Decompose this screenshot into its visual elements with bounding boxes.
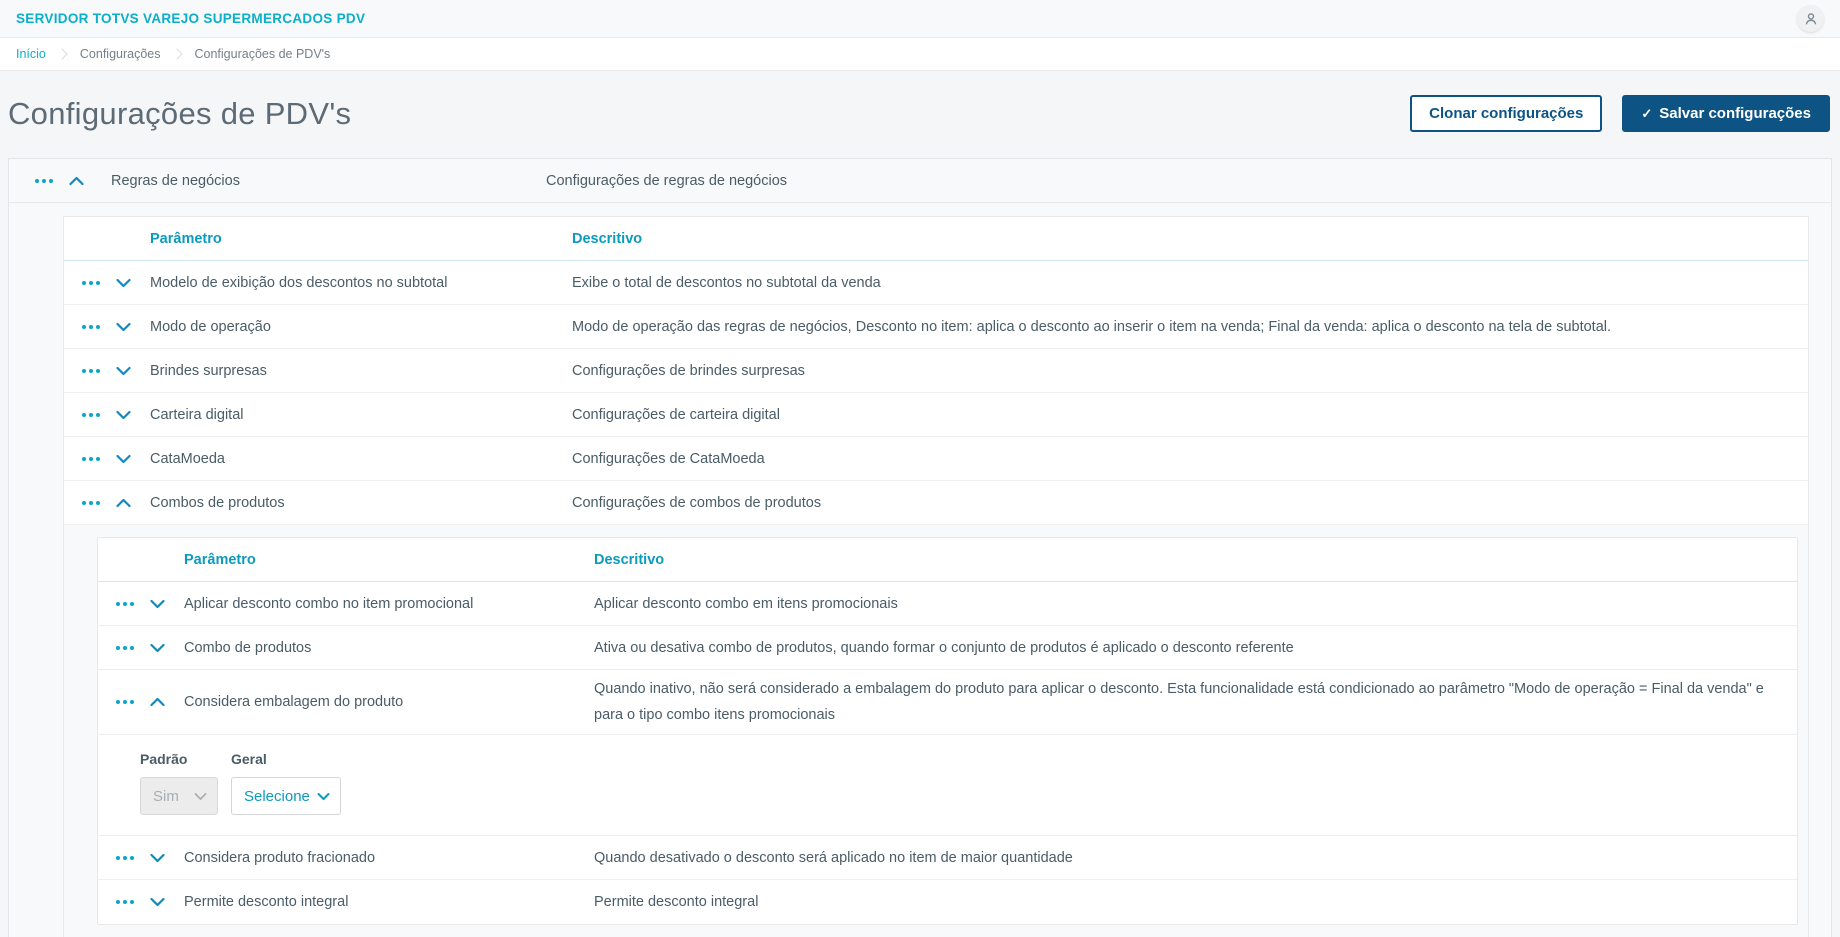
param-cell: Considera embalagem do produto <box>184 694 404 710</box>
clone-button-label: Clonar configurações <box>1429 105 1584 122</box>
breadcrumb-separator-icon <box>56 48 67 59</box>
page-title: Configurações de PDV's <box>8 95 352 131</box>
chevron-down-icon <box>317 792 330 801</box>
row-actions-button[interactable] <box>114 696 148 708</box>
table-row-modelo-exibicao <box>64 261 1808 305</box>
param-cell: Combo de produtos <box>184 639 312 656</box>
padrao-select-value: Sim <box>153 787 179 805</box>
server-title: SERVIDOR TOTVS VAREJO SUPERMERCADOS PDV <box>16 11 366 26</box>
table-row-catamoeda <box>64 437 1808 481</box>
table-row-permite-desconto-integral <box>98 880 1797 924</box>
column-header-descritivo[interactable]: Descritivo <box>572 230 643 247</box>
rules-table-header <box>64 217 1808 261</box>
breadcrumb <box>0 37 1840 71</box>
row-actions-button[interactable] <box>80 365 114 377</box>
row-actions-button[interactable] <box>80 321 114 333</box>
desc-cell: Modo de operação das regras de negócios, Desconto no item: aplica o desconto ao inserir o item na venda; Final da venda: aplica o desconto na tela de subtotal. <box>572 318 1612 335</box>
param-cell: Brindes surpresas <box>150 362 267 379</box>
chevron-down-icon <box>116 322 131 332</box>
expand-button[interactable] <box>148 895 184 909</box>
desc-cell: Quando desativado o desconto será aplicado no item de maior quantidade <box>594 849 1073 866</box>
chevron-down-icon <box>150 643 165 653</box>
table-row-brindes-surpresas <box>64 349 1808 393</box>
group-row-regras-de-negocios <box>9 159 1831 203</box>
clone-configurations-button[interactable] <box>1410 95 1602 132</box>
param-cell: Aplicar desconto combo no item promocional <box>184 595 474 612</box>
column-header-descritivo[interactable]: Descritivo <box>594 551 665 568</box>
field-label-geral: Geral <box>231 751 267 767</box>
param-cell: Combos de produtos <box>150 494 285 511</box>
row-actions-button[interactable] <box>33 175 67 187</box>
chevron-up-icon <box>116 498 131 508</box>
row-actions-button[interactable] <box>80 497 114 509</box>
collapse-button[interactable] <box>67 174 111 188</box>
desc-cell: Exibe o total de descontos no subtotal da venda <box>572 274 881 291</box>
param-cell: Considera produto fracionado <box>184 849 376 866</box>
expand-button[interactable] <box>114 364 150 378</box>
table-row-carteira-digital <box>64 393 1808 437</box>
table-row-considera-produto-fracionado <box>98 836 1797 880</box>
padrao-select <box>140 777 218 815</box>
desc-cell: Configurações de carteira digital <box>572 406 780 423</box>
field-padrao <box>140 751 218 815</box>
chevron-down-icon <box>150 897 165 907</box>
collapse-button[interactable] <box>148 695 184 709</box>
page-header <box>0 71 1840 158</box>
chevron-down-icon <box>116 278 131 288</box>
desc-cell: Configurações de combos de produtos <box>572 494 822 511</box>
group-name: Regras de negócios <box>111 172 240 189</box>
combos-expanded-area <box>64 525 1808 937</box>
param-cell: Permite desconto integral <box>184 894 349 910</box>
group-description: Configurações de regras de negócios <box>546 172 788 189</box>
param-cell: Modelo de exibição dos descontos no subtotal <box>150 274 448 291</box>
expand-button[interactable] <box>114 276 150 290</box>
expand-button[interactable] <box>114 320 150 334</box>
desc-cell: Permite desconto integral <box>594 894 759 910</box>
expand-button[interactable] <box>148 851 184 865</box>
chevron-down-icon <box>116 454 131 464</box>
combos-table-header <box>98 538 1797 582</box>
desc-cell: Quando inativo, não será considerado a embalagem do produto para aplicar o desconto. Esta funcionalidade está condicionado ao parâmetro "Modo de operação = Final da venda" e para o tipo combo itens promocionais <box>594 681 1764 723</box>
configurations-container <box>8 158 1832 937</box>
breadcrumb-item-configuracoes-pdv: Configurações de PDV's <box>194 47 331 61</box>
chevron-down-icon <box>194 792 207 801</box>
breadcrumb-item-configuracoes[interactable]: Configurações <box>79 47 161 61</box>
geral-select-value: Selecione <box>244 787 310 805</box>
row-actions-button[interactable] <box>114 642 148 654</box>
table-row-combos-de-produtos <box>64 481 1808 525</box>
breadcrumb-separator-icon <box>171 48 182 59</box>
considera-embalagem-detail-panel <box>98 735 1797 836</box>
breadcrumb-item-inicio[interactable]: Início <box>16 47 46 61</box>
page-actions <box>1410 95 1830 132</box>
param-cell: CataMoeda <box>150 450 225 467</box>
expand-button[interactable] <box>114 408 150 422</box>
desc-cell: Configurações de CataMoeda <box>572 450 765 467</box>
field-geral <box>231 751 341 815</box>
row-actions-button[interactable] <box>114 896 148 908</box>
row-actions-button[interactable] <box>80 277 114 289</box>
expand-button[interactable] <box>114 452 150 466</box>
chevron-up-icon <box>69 176 84 186</box>
field-label-padrao: Padrão <box>140 751 188 767</box>
chevron-down-icon <box>116 410 131 420</box>
desc-cell: Ativa ou desativa combo de produtos, quando formar o conjunto de produtos é aplicado o desconto referente <box>594 639 1294 656</box>
table-row-aplicar-desconto-combo <box>98 582 1797 626</box>
desc-cell: Aplicar desconto combo em itens promocionais <box>594 595 898 612</box>
row-actions-button[interactable] <box>80 409 114 421</box>
table-row-considera-embalagem <box>98 670 1797 735</box>
user-avatar[interactable] <box>1797 5 1824 32</box>
table-row-combo-de-produtos <box>98 626 1797 670</box>
row-actions-button[interactable] <box>114 598 148 610</box>
desc-cell: Configurações de brindes surpresas <box>572 362 805 379</box>
save-configurations-button[interactable] <box>1622 95 1830 132</box>
rules-table <box>63 216 1809 937</box>
combos-table <box>97 537 1798 925</box>
save-button-label: Salvar configurações <box>1659 105 1811 122</box>
top-bar <box>0 0 1840 37</box>
check-icon: ✓ <box>1641 105 1653 121</box>
table-row-modo-operacao <box>64 305 1808 349</box>
column-header-parametro[interactable]: Parâmetro <box>184 551 256 568</box>
person-icon <box>1804 12 1818 26</box>
chevron-up-icon <box>150 697 165 707</box>
column-header-parametro[interactable]: Parâmetro <box>150 230 222 247</box>
row-actions-button[interactable] <box>114 852 148 864</box>
collapse-button[interactable] <box>114 496 150 510</box>
chevron-down-icon <box>116 366 131 376</box>
param-cell: Carteira digital <box>150 406 244 423</box>
expand-button[interactable] <box>148 641 184 655</box>
geral-select[interactable] <box>231 777 341 815</box>
param-cell: Modo de operação <box>150 318 271 335</box>
row-actions-button[interactable] <box>80 453 114 465</box>
chevron-down-icon <box>150 599 165 609</box>
expand-button[interactable] <box>148 597 184 611</box>
chevron-down-icon <box>150 853 165 863</box>
